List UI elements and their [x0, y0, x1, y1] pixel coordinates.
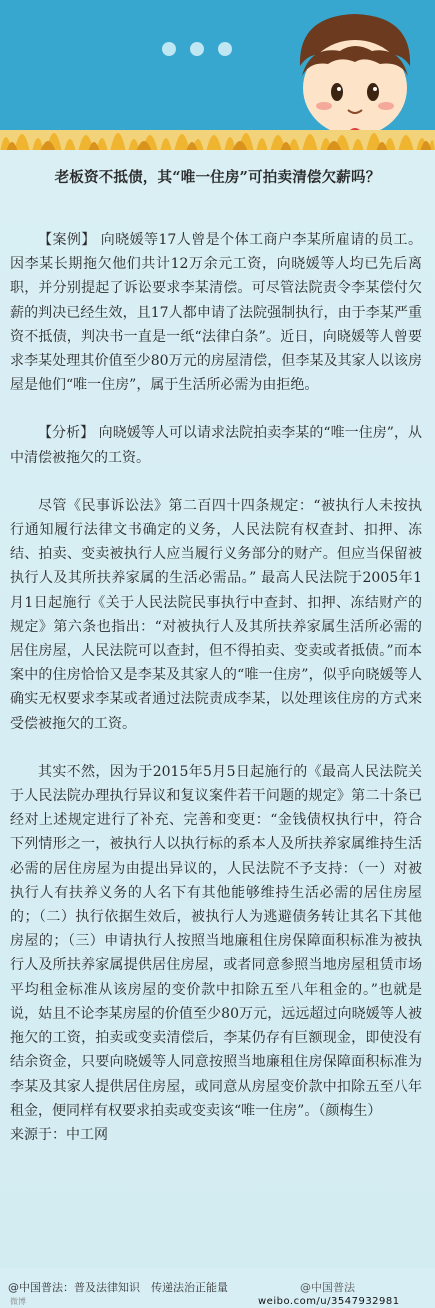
dot-icon — [162, 42, 176, 56]
footer-account: @中国普法 — [300, 1281, 355, 1294]
dot-icon — [190, 42, 204, 56]
wheat-field-icon — [0, 112, 435, 150]
source-line: 来源于：中工网 — [10, 1126, 108, 1143]
article-text — [10, 228, 422, 1147]
carousel-dots — [162, 42, 232, 56]
article-body — [0, 150, 435, 1268]
paragraph-analysis: 【分析】 向晓媛等人可以请求法院拍卖李某的“唯一住房”，从中清偿被拖欠的工资。 — [10, 425, 422, 466]
paragraph-case: 【案例】 向晓媛等17人曾是个体工商户李某所雇请的员工。因李某长期拖欠他们共计12万余元工资，向晓媛等人均已先后离职，并分别提起了诉讼要求李某清偿。可尽管法院责令李某偿付欠薪的判决已经生效，且17人都申请了法院强制执行，由于李某严重资不抵债，判决书一直是一纸“法律白条”。近日，向晓媛等人曾要求李某处理其价值至少80万元的房屋清偿，但李某及其家人以该房屋是他们“唯一住房”，属于生活所必需为由拒绝。 — [10, 232, 422, 394]
article-title: 老板资不抵债，其“唯一住房”可拍卖清偿欠薪吗？ — [54, 169, 381, 186]
footer-weibo-logo-text: 微博 — [10, 1297, 26, 1306]
header-banner — [0, 0, 435, 150]
paragraph-conclusion: 其实不然，因为于2015年5月5日起施行的《最高人民法院关于人民法院办理执行异议和复议案件若干问题的规定》第二十条已经对上述规定进行了补充、完善和变更：“金钱债权执行中，符合下列情形之一，被执行人以执行标的系本人及所扶养家属维持生活必需的居住房屋为由提出异议的，人民法院不予支持：（一）对被执行人有扶养义务的人名下有其他能够维持生活必需的居住房屋的；（二）执行依据生效后，被执行人为逃避债务转让其名下其他房屋的；（三）申请执行人按照当地廉租住房保障面积标准为被执行人及所扶养家属提供居住房屋，或者同意参照当地房屋租赁市场平均租金标准从该房屋的变价款中扣除五至八年租金的。”也就是说，姑且不论李某房屋的价值至少80万元，远远超过向晓媛等人被拖欠的工资，拍卖或变卖清偿后，李某仍存有巨额现金，即使没有结余资金，只要向晓媛等人同意按照当地廉租住房保障面积标准为李某及其家人提供居住房屋，或同意从房屋变价款中扣除五至八年租金，便同样有权要求拍卖或变卖该“唯一住房”。（颜梅生） — [10, 763, 422, 1119]
dot-icon — [218, 42, 232, 56]
footer-slogan: @中国普法：普及法律知识 传递法治正能量 — [8, 1281, 228, 1294]
footer — [0, 1268, 435, 1308]
weibo-url-link[interactable]: weibo.com/u/3547932981 — [258, 1296, 400, 1307]
paragraph-law: 尽管《民事诉讼法》第二百四十四条规定：“被执行人未按执行通知履行法律文书确定的义务，人民法院有权查封、扣押、冻结、拍卖、变卖被执行人应当履行义务部分的财产。但应当保留被执行人及其所扶养家属的生活必需品。” 最高人民法院于2005年1月1日起施行《关于人民法院民事执行中查封、扣押、冻结财产的规定》第六条也指出：“对被执行人及其所扶养家属生活所必需的居住房屋，人民法院可以查封，但不得拍卖、变卖或者抵债。”而本案中的住房恰恰又是李某及其家人的“唯一住房”，似乎向晓媛等人确实无权要求李某或者通过法院责成李某，以处理该住房的方式来受偿被拖欠的工资。 — [10, 497, 422, 732]
